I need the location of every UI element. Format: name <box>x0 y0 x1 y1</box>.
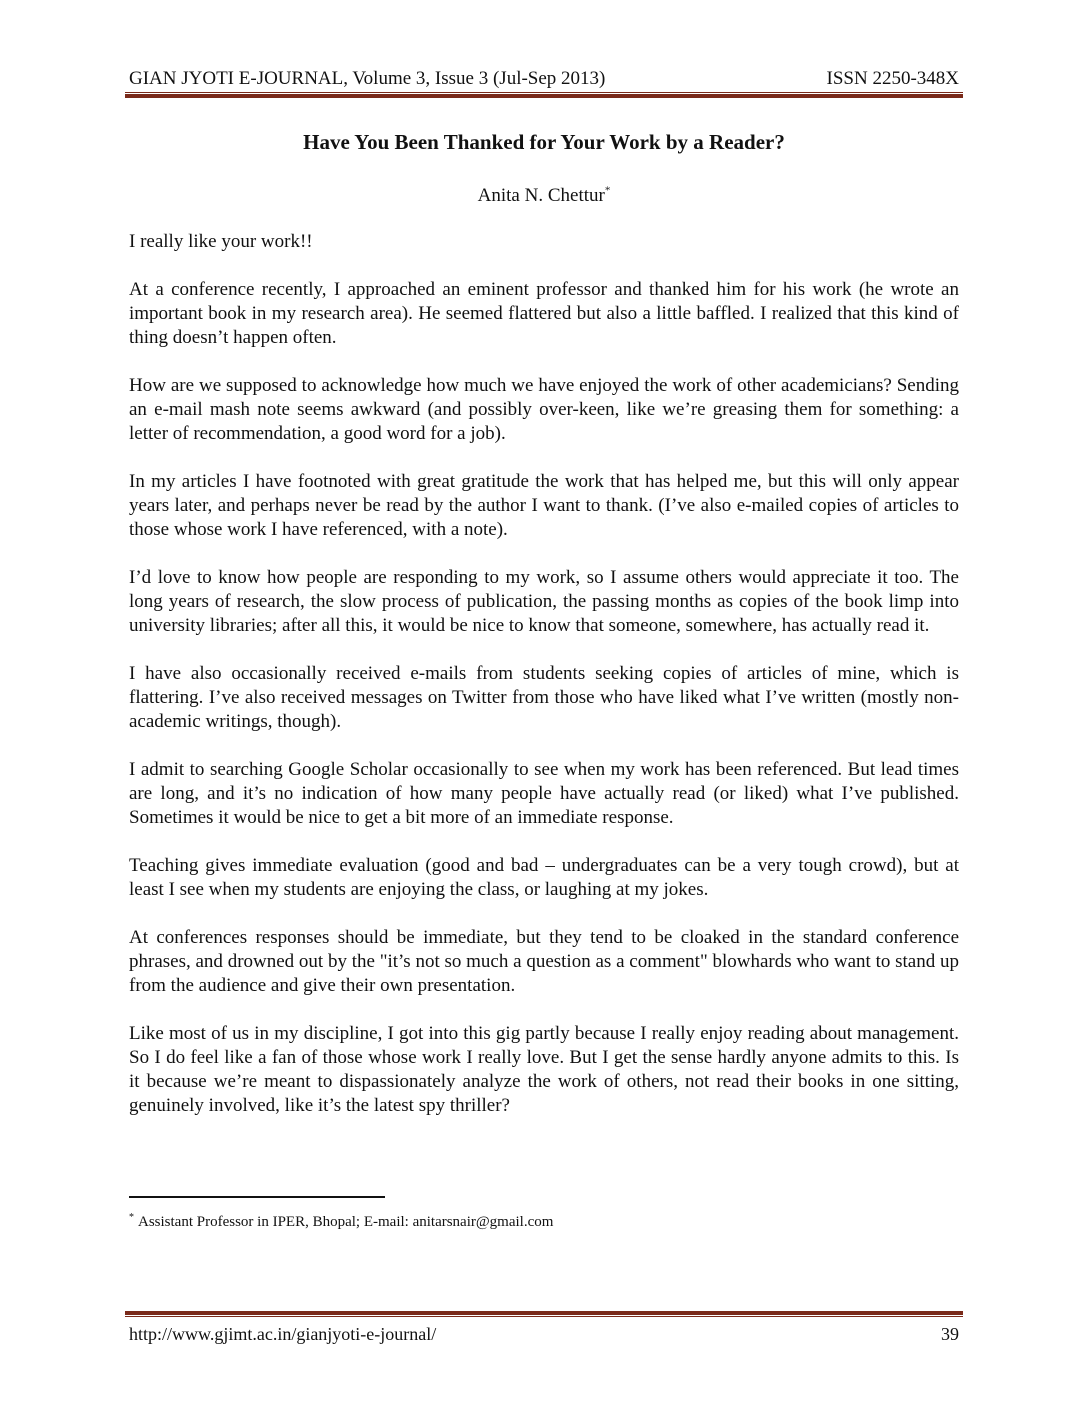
author-name: Anita N. Chettur <box>477 185 605 206</box>
paragraph: At conferences responses should be immediate, but they tend to be cloaked in the standard conference phrases, and drowned out by the "it’s not so much a question as a comment" blowhards who want to stand up from the audience and give their own presentation. <box>129 927 959 996</box>
paragraph: I’d love to know how people are responding to my work, so I assume others would appreciate it too. The long years of research, the slow process of publication, the passing months as copies of the book limp into university libraries; after all this, it would be nice to know that someone, somewhere, has actually read it. <box>129 567 959 636</box>
paragraph: At a conference recently, I approached an eminent professor and thanked him for his work (he wrote an important book in my research area). He seemed flattered but also a little baffled. I realized that this kind of thing doesn’t happen often. <box>129 279 959 348</box>
footnote-text: Assistant Professor in IPER, Bhopal; E-mail: anitarsnair@gmail.com <box>138 1214 554 1230</box>
paragraph: Like most of us in my discipline, I got into this gig partly because I really enjoy reading about management. So I do feel like a fan of those whose work I really love. But I get the sense hardly anyone admits to this. Is it because we’re meant to dispassionately analyze the work of others, not read their books in one sitting, genuinely involved, like it’s the latest spy thriller? <box>129 1023 959 1116</box>
page-number: 39 <box>941 1324 959 1344</box>
paragraph: How are we supposed to acknowledge how much we have enjoyed the work of other academicians? Sending an e-mail mash note seems awkward (and possibly over-keen, like we’re greasing them for something: a letter of recommendation, a good word for a job). <box>129 375 959 444</box>
footnote-mark: * <box>129 1212 134 1223</box>
article-title: Have You Been Thanked for Your Work by a Reader? <box>303 130 785 154</box>
author-footnote-mark: * <box>604 184 611 197</box>
paragraph: Teaching gives immediate evaluation (good and bad – undergraduates can be a very tough crowd), but at least I see when my students are enjoying the class, or laughing at my jokes. <box>129 855 959 900</box>
issn-label: ISSN 2250-348X <box>826 68 959 89</box>
journal-name: GIAN JYOTI E-JOURNAL, Volume 3, Issue 3 (Jul-Sep 2013) <box>129 68 606 89</box>
journal-url[interactable]: http://www.gjimt.ac.in/gianjyoti-e-journal/ <box>129 1324 437 1344</box>
footnote <box>129 1211 959 1233</box>
paragraph: In my articles I have footnoted with great gratitude the work that has helped me, but this will only appear years later, and perhaps never be read by the author I want to thank. (I’ve also e-mailed copies of articles to those whose work I have referenced, with a note). <box>129 471 959 540</box>
paragraph: I really like your work!! <box>129 231 313 252</box>
paragraph: I admit to searching Google Scholar occasionally to see when my work has been referenced. But lead times are long, and it’s no indication of how many people have actually read (or liked) what I’ve published. Sometimes it would be nice to get a bit more of an immediate response. <box>129 759 959 828</box>
paragraph: I have also occasionally received e-mails from students seeking copies of articles of mine, which is flattering. I’ve also received messages on Twitter from those who have liked what I’ve written (mostly non-academic writings, though). <box>129 663 959 732</box>
page-header <box>129 66 959 92</box>
article-author <box>129 183 959 209</box>
footnote-divider <box>129 1196 385 1198</box>
article-body <box>129 230 959 1142</box>
page-footer <box>129 1322 959 1346</box>
